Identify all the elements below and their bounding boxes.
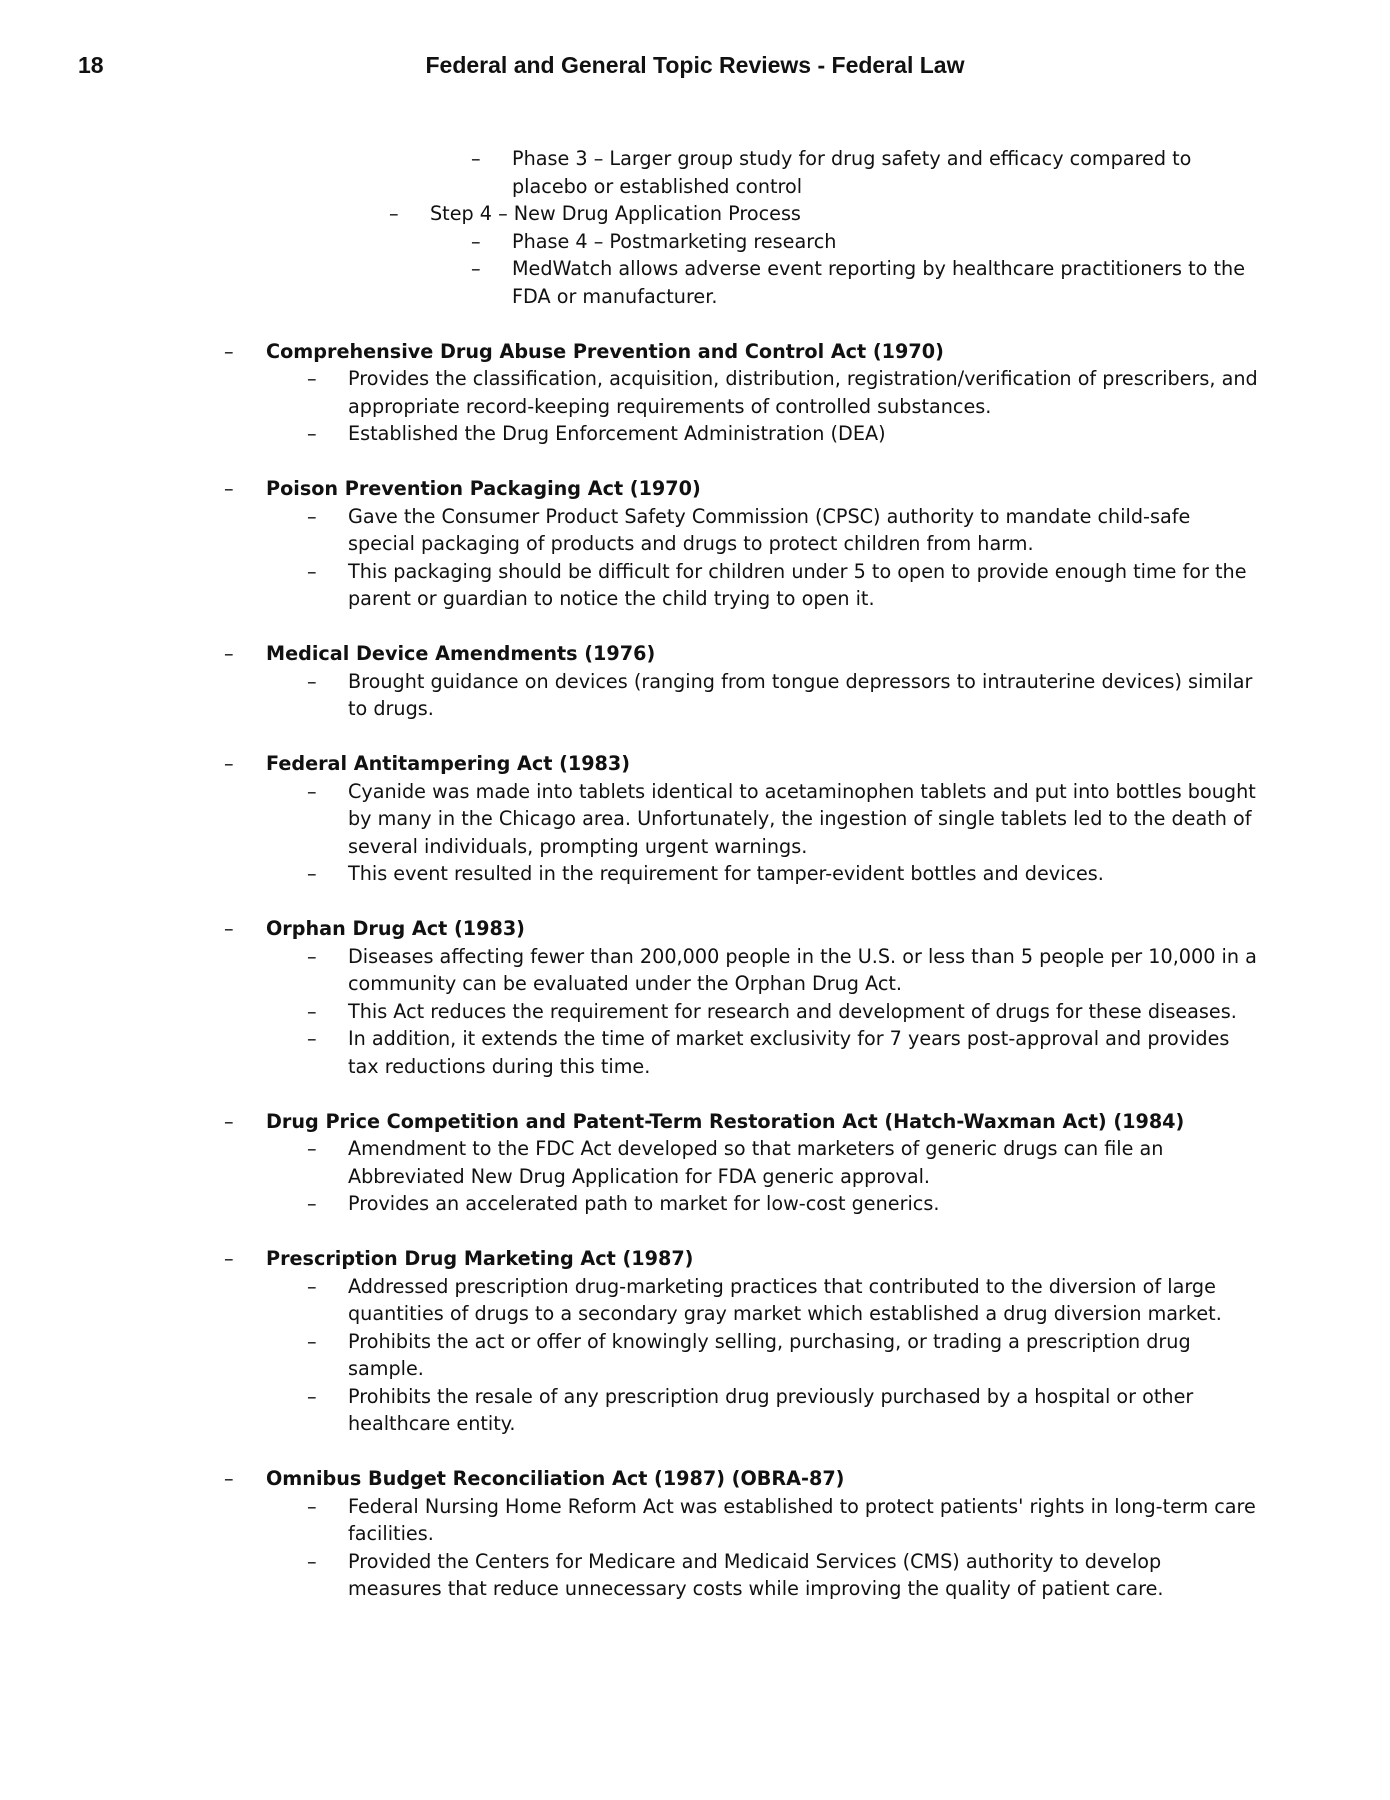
section-heading-item (0, 640, 1256, 668)
list-item-text: Provides the classification, acquisition, distribution, registration/verification of prescribers, and appropriate record-keeping requirements of controlled substances. (348, 367, 1258, 418)
list-item-text: Provides an accelerated path to market for low-cost generics. (348, 1192, 940, 1215)
dash-bullet: – (224, 642, 234, 665)
dash-bullet: – (307, 944, 317, 968)
page-number: 18 (78, 52, 104, 78)
dash-bullet: – (307, 999, 317, 1023)
list-item (0, 1548, 1258, 1603)
dash-bullet: – (307, 1192, 317, 1215)
list-item (0, 1493, 1258, 1548)
act-section (0, 640, 1390, 723)
page-body (0, 145, 1390, 1603)
list-item-text: Diseases affecting fewer than 200,000 people in the U.S. or less than 5 people per 10,000 in a community can be evaluated under the Orphan Drug Act. (348, 944, 1257, 995)
dash-bullet: – (224, 1247, 234, 1270)
list-item-text: Cyanide was made into tablets identical to acetaminophen tablets and put into bottles bought by many in the Chicago area. Unfortunately, the ingestion of single tablets led to the death of several individuals, prompting urgent warnings. (348, 779, 1256, 858)
list-item-text: Prohibits the act or offer of knowingly selling, purchasing, or trading a prescription drug sample. (348, 1329, 1191, 1380)
section-heading-item (0, 475, 1256, 503)
list-item (0, 1190, 1258, 1218)
list-item (0, 1273, 1258, 1328)
list-item-text: Phase 4 – Postmarketing research (512, 229, 837, 253)
list-item (0, 943, 1258, 998)
list-item (0, 778, 1258, 861)
list-item (0, 668, 1258, 723)
list-item-text: In addition, it extends the time of market exclusivity for 7 years post-approval and provides tax reductions during this time. (348, 1027, 1230, 1078)
list-item-text: Established the Drug Enforcement Administration (DEA) (348, 422, 886, 445)
section-heading-item (0, 1108, 1256, 1136)
list-item (0, 365, 1258, 420)
dash-bullet: – (307, 779, 317, 803)
dash-bullet: – (307, 504, 317, 528)
dash-bullet: – (307, 862, 317, 885)
dash-bullet: – (307, 367, 317, 390)
list-item (0, 1025, 1258, 1080)
section-heading: Orphan Drug Act (1983) (266, 917, 525, 940)
list-item-text: Brought guidance on devices (ranging from tongue depressors to intrauterine devices) similar to drugs. (348, 669, 1253, 720)
dash-bullet: – (307, 1494, 317, 1518)
list-item-text: Federal Nursing Home Reform Act was established to protect patients' rights in long-term care facilities. (348, 1494, 1256, 1545)
dash-bullet: – (307, 1274, 317, 1298)
section-heading: Drug Price Competition and Patent-Term Restoration Act (Hatch-Waxman Act) (1984) (266, 1109, 1185, 1133)
act-section (0, 1245, 1390, 1438)
dash-bullet: – (307, 1329, 317, 1353)
act-section (0, 338, 1390, 448)
list-item-text: Step 4 – New Drug Application Process (430, 202, 801, 225)
dash-bullet: – (471, 147, 481, 170)
act-section (0, 475, 1390, 613)
list-item (0, 228, 1256, 256)
act-sections (0, 338, 1390, 1603)
dash-bullet: – (224, 477, 234, 500)
section-heading-item (0, 1465, 1256, 1493)
section-heading: Prescription Drug Marketing Act (1987) (266, 1247, 694, 1270)
dash-bullet: – (389, 202, 399, 225)
list-item (0, 503, 1258, 558)
list-item (0, 1135, 1258, 1190)
section-heading: Medical Device Amendments (1976) (266, 642, 656, 665)
list-item (0, 1383, 1258, 1438)
list-item-text: This event resulted in the requirement for tamper-evident bottles and devices. (348, 862, 1104, 885)
dash-bullet: – (471, 229, 481, 253)
dash-bullet: – (224, 1109, 234, 1133)
dash-bullet: – (307, 422, 317, 445)
act-section (0, 1108, 1390, 1218)
section-heading: Comprehensive Drug Abuse Prevention and Control Act (1970) (266, 339, 944, 363)
section-heading: Federal Antitampering Act (1983) (266, 752, 631, 775)
list-item-text: This packaging should be difficult for children under 5 to open to provide enough time for the parent or guardian to notice the child trying to open it. (348, 559, 1247, 610)
dash-bullet: – (307, 1027, 317, 1050)
dash-bullet: – (307, 669, 317, 693)
dash-bullet: – (224, 339, 234, 363)
dash-bullet: – (471, 257, 481, 280)
list-item-text: Phase 3 – Larger group study for drug safety and efficacy compared to placebo or established control (512, 147, 1192, 198)
section-heading: Omnibus Budget Reconciliation Act (1987) (OBRA-87) (266, 1467, 845, 1490)
section-heading-item (0, 338, 1256, 366)
list-item (0, 998, 1258, 1026)
section-heading: Poison Prevention Packaging Act (1970) (266, 477, 701, 500)
list-item-text: Amendment to the FDC Act developed so that marketers of generic drugs can file an Abbreviated New Drug Application for FDA generic approval. (348, 1137, 1164, 1188)
list-item (0, 145, 1256, 200)
list-item-text: Addressed prescription drug-marketing practices that contributed to the diversion of large quantities of drugs to a secondary gray market which established a drug diversion market. (348, 1274, 1222, 1325)
dash-bullet: – (224, 1467, 234, 1490)
list-item-text: MedWatch allows adverse event reporting by healthcare practitioners to the FDA or manufacturer. (512, 257, 1246, 308)
list-item (0, 558, 1258, 613)
running-head: Federal and General Topic Reviews - Federal Law (425, 52, 965, 78)
dash-bullet: – (307, 559, 317, 583)
dash-bullet: – (307, 1137, 317, 1160)
dash-bullet: – (224, 917, 234, 940)
list-item-text: Gave the Consumer Product Safety Commission (CPSC) authority to mandate child-safe special packaging of products and drugs to protect children from harm. (348, 504, 1191, 555)
list-item (0, 420, 1258, 448)
list-item (0, 860, 1258, 888)
act-section (0, 1465, 1390, 1603)
list-item (0, 1328, 1258, 1383)
list-item (0, 255, 1256, 310)
section-heading-item (0, 1245, 1256, 1273)
section-heading-item (0, 750, 1256, 778)
continued-list (0, 145, 1390, 310)
act-section (0, 915, 1390, 1080)
section-heading-item (0, 915, 1256, 943)
list-item-text: Provided the Centers for Medicare and Medicaid Services (CMS) authority to develop measures that reduce unnecessary costs while improving the quality of patient care. (348, 1549, 1164, 1600)
list-item (0, 200, 1252, 228)
list-item-text: This Act reduces the requirement for research and development of drugs for these diseases. (348, 999, 1237, 1023)
list-item-text: Prohibits the resale of any prescription drug previously purchased by a hospital or other healthcare entity. (348, 1384, 1194, 1435)
dash-bullet: – (307, 1384, 317, 1408)
dash-bullet: – (307, 1549, 317, 1573)
act-section (0, 750, 1390, 888)
dash-bullet: – (224, 752, 234, 775)
